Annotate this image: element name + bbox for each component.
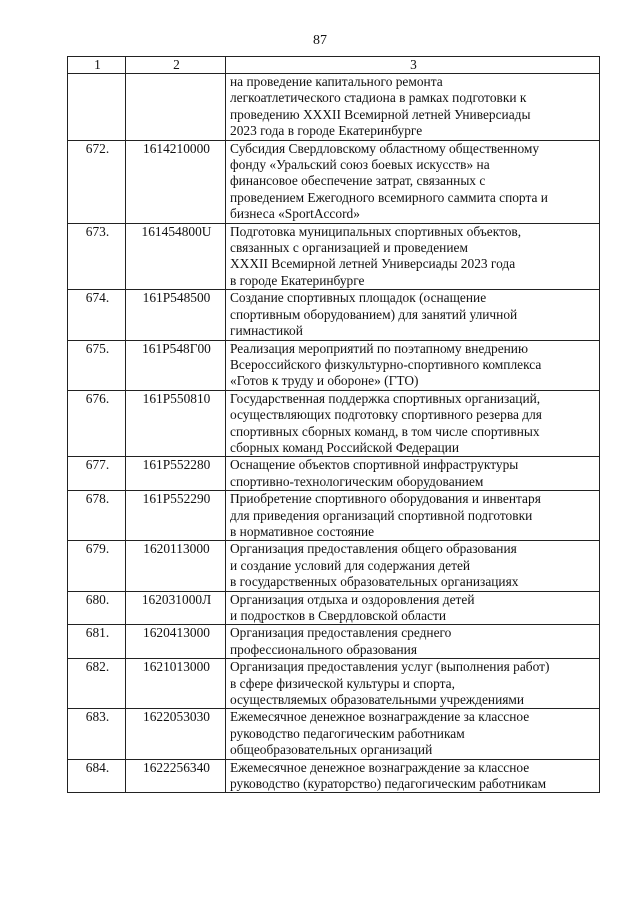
row-description: Государственная поддержка спортивных организаций, осуществляющих подготовку спортивного резерва для спортивных сборных команд, в том числе спортивных сборных команд Российской Федерации bbox=[226, 390, 600, 457]
row-number: 672. bbox=[68, 140, 126, 223]
row-code: 161Р548500 bbox=[126, 290, 226, 340]
table-row bbox=[68, 390, 600, 457]
row-code: 1620113000 bbox=[126, 541, 226, 591]
row-code: 1621013000 bbox=[126, 659, 226, 709]
row-code: 161Р552290 bbox=[126, 491, 226, 541]
table-row bbox=[68, 140, 600, 223]
row-number bbox=[68, 74, 126, 141]
row-description: на проведение капитального ремонта легкоатлетического стадиона в рамках подготовки к проведению XXXII Всемирной летней Универсиады 2023 года в городе Екатеринбурге bbox=[226, 74, 600, 141]
row-description: Приобретение спортивного оборудования и инвентаря для приведения организаций спортивной подготовки в нормативное состояние bbox=[226, 491, 600, 541]
row-number: 682. bbox=[68, 659, 126, 709]
table-row bbox=[68, 659, 600, 709]
row-description: Подготовка муниципальных спортивных объектов, связанных с организацией и проведением XXXII Всемирной летней Универсиады 2023 года в городе Екатеринбурге bbox=[226, 223, 600, 290]
row-description: Организация предоставления среднего профессионального образования bbox=[226, 625, 600, 659]
table-row bbox=[68, 709, 600, 759]
row-description: Реализация мероприятий по поэтапному внедрению Всероссийского физкультурно-спортивного комплекса «Готов к труду и обороне» (ГТО) bbox=[226, 340, 600, 390]
table-row bbox=[68, 457, 600, 491]
row-description: Организация предоставления услуг (выполнения работ) в сфере физической культуры и спорта, осуществляемых образовательными учреждениями bbox=[226, 659, 600, 709]
table-row bbox=[68, 340, 600, 390]
table-row bbox=[68, 625, 600, 659]
row-number: 684. bbox=[68, 759, 126, 793]
row-number: 680. bbox=[68, 591, 126, 625]
row-code: 161Р548Г00 bbox=[126, 340, 226, 390]
budget-code-table bbox=[67, 56, 600, 793]
row-code: 161Р550810 bbox=[126, 390, 226, 457]
row-code: 1622053030 bbox=[126, 709, 226, 759]
table-row bbox=[68, 223, 600, 290]
header-col-3: 3 bbox=[226, 57, 600, 74]
row-number: 678. bbox=[68, 491, 126, 541]
row-description: Создание спортивных площадок (оснащение спортивным оборудованием) для занятий уличной гимнастикой bbox=[226, 290, 600, 340]
table-row bbox=[68, 759, 600, 793]
table-row bbox=[68, 290, 600, 340]
table-row bbox=[68, 541, 600, 591]
row-description: Ежемесячное денежное вознаграждение за классное руководство педагогическим работникам общеобразовательных организаций bbox=[226, 709, 600, 759]
row-number: 674. bbox=[68, 290, 126, 340]
row-number: 675. bbox=[68, 340, 126, 390]
table-row bbox=[68, 491, 600, 541]
row-code: 161454800U bbox=[126, 223, 226, 290]
row-code: 1614210000 bbox=[126, 140, 226, 223]
table-row bbox=[68, 74, 600, 141]
row-code: 1622256340 bbox=[126, 759, 226, 793]
row-number: 681. bbox=[68, 625, 126, 659]
row-number: 677. bbox=[68, 457, 126, 491]
table-header-row bbox=[68, 57, 600, 74]
header-col-2: 2 bbox=[126, 57, 226, 74]
page-number: 87 bbox=[313, 33, 327, 48]
row-description: Организация отдыха и оздоровления детей и подростков в Свердловской области bbox=[226, 591, 600, 625]
row-number: 673. bbox=[68, 223, 126, 290]
row-description: Оснащение объектов спортивной инфраструктуры спортивно-технологическим оборудованием bbox=[226, 457, 600, 491]
row-number: 679. bbox=[68, 541, 126, 591]
row-description: Организация предоставления общего образования и создание условий для содержания детей в государственных образовательных организациях bbox=[226, 541, 600, 591]
row-description: Ежемесячное денежное вознаграждение за классное руководство (кураторство) педагогическим работникам bbox=[226, 759, 600, 793]
row-code: 162031000Л bbox=[126, 591, 226, 625]
row-code: 161Р552280 bbox=[126, 457, 226, 491]
table-row bbox=[68, 591, 600, 625]
row-number: 683. bbox=[68, 709, 126, 759]
row-description: Субсидия Свердловскому областному общественному фонду «Уральский союз боевых искусств» на финансовое обеспечение затрат, связанных с проведением Ежегодного всемирного саммита спорта и бизнеса «SportAccord» bbox=[226, 140, 600, 223]
header-col-1: 1 bbox=[68, 57, 126, 74]
row-number: 676. bbox=[68, 390, 126, 457]
row-code bbox=[126, 74, 226, 141]
row-code: 1620413000 bbox=[126, 625, 226, 659]
